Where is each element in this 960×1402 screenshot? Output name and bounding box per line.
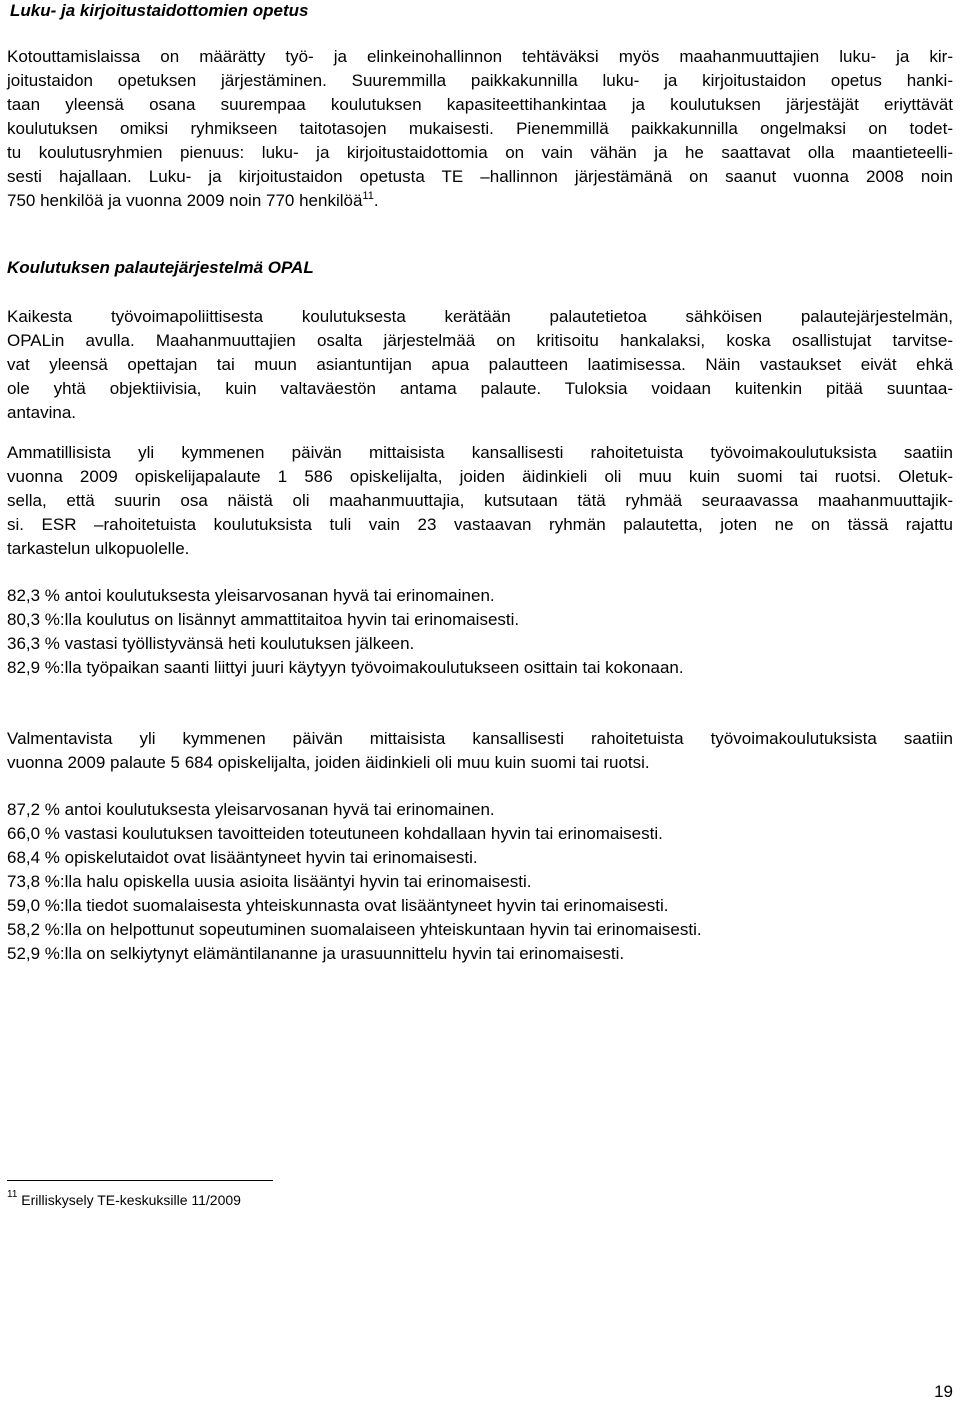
paragraph-line: Kotouttamislaissa on määrätty työ- ja elinkeinohallinnon tehtäväksi myös maahanmuuttajien luku- ja kir- xyxy=(7,47,953,66)
footnote-number: 11 xyxy=(7,1189,18,1200)
footnote-reference[interactable]: 11 xyxy=(362,190,374,202)
opal-paragraph xyxy=(7,305,953,425)
result-item: 58,2 %:lla on helpottunut sopeutuminen suomalaiseen yhteiskuntaan hyvin tai erinomaisesti. xyxy=(7,920,702,939)
result-item: 59,0 %:lla tiedot suomalaisesta yhteiskunnasta ovat lisääntyneet hyvin tai erinomaisesti. xyxy=(7,896,669,915)
footnote-divider xyxy=(7,1180,273,1181)
result-item: 66,0 % vastasi koulutuksen tavoitteiden toteutuneen kohdallaan hyvin tai erinomaisesti. xyxy=(7,824,663,843)
paragraph-line xyxy=(7,189,953,213)
result-item: 36,3 % vastasi työllistyvänsä heti koulutuksen jälkeen. xyxy=(7,634,415,653)
paragraph-line: ole yhtä objektiivisia, kuin valtaväestön antama palaute. Tuloksia voidaan kuitenkin pitää suuntaa- xyxy=(7,379,953,398)
vocational-feedback-paragraph xyxy=(7,441,953,561)
page-number: 19 xyxy=(934,1382,953,1401)
result-item: 68,4 % opiskelutaidot ovat lisääntyneet hyvin tai erinomaisesti. xyxy=(7,848,478,867)
paragraph-end: . xyxy=(373,191,379,210)
footnote-text: Erilliskysely TE-keskuksille 11/2009 xyxy=(21,1192,241,1208)
paragraph-line: taan yleensä osana suurempaa koulutuksen kapasiteettihankintaa ja koulutuksen järjestäjät eriyttävät xyxy=(7,95,953,114)
paragraph-line: vuonna 2009 palaute 5 684 opiskelijalta, joiden äidinkieli oli muu kuin suomi tai ruotsi. xyxy=(7,753,650,772)
result-item: 52,9 %:lla on selkiytynyt elämäntilananne ja urasuunnittelu hyvin tai erinomaisesti. xyxy=(7,944,625,963)
paragraph-line: sesti hajallaan. Luku- ja kirjoitustaidon opetusta TE –hallinnon järjestämänä on saanut vuonna 2008 noin xyxy=(7,167,953,186)
literacy-paragraph xyxy=(7,45,953,213)
result-item: 82,3 % antoi koulutuksesta yleisarvosanan hyvä tai erinomainen. xyxy=(7,586,495,605)
result-item: 87,2 % antoi koulutuksesta yleisarvosanan hyvä tai erinomainen. xyxy=(7,800,495,819)
paragraph-line: antavina. xyxy=(7,403,76,422)
section-heading-opal: Koulutuksen palautejärjestelmä OPAL xyxy=(7,258,314,277)
paragraph-line: Ammatillisista yli kymmenen päivän mittaisista kansallisesti rahoitetuista työvoimakoulutuksista saatiin xyxy=(7,443,953,462)
paragraph-line: tu koulutusryhmien pienuus: luku- ja kirjoitustaidottomia on vain vähän ja he saattavat olla maantieteelli- xyxy=(7,143,953,162)
paragraph-line: si. ESR –rahoitetuista koulutuksista tuli vain 23 vastaavan ryhmän palautetta, joten ne on tässä rajattu xyxy=(7,515,953,534)
paragraph-line: Valmentavista yli kymmenen päivän mittaisista kansallisesti rahoitetuista työvoimakoulutuksista saatiin xyxy=(7,729,953,748)
paragraph-line-text: 750 henkilöä ja vuonna 2009 noin 770 henkilöä xyxy=(7,191,363,210)
paragraph-line: vuonna 2009 opiskelijapalaute 1 586 opiskelijalta, joiden äidinkieli oli muu kuin suomi tai ruotsi. Oletuk- xyxy=(7,467,953,486)
paragraph-line: Kaikesta työvoimapoliittisesta koulutuksesta kerätään palautetietoa sähköisen palautejärjestelmän, xyxy=(7,307,953,326)
paragraph-line: koulutuksen omiksi ryhmikseen taitotasojen mukaisesti. Pienemmillä paikkakunnilla ongelmaksi on todet- xyxy=(7,119,953,138)
paragraph-line: joitustaidon opetuksen järjestäminen. Suuremmilla paikkakunnilla luku- ja kirjoitustaidon opetus hanki- xyxy=(7,71,953,90)
preparatory-results-list xyxy=(7,798,953,966)
paragraph-line: OPALin avulla. Maahanmuuttajien osalta järjestelmää on kritisoitu hankalaksi, koska osallistujat tarvitse- xyxy=(7,331,953,350)
preparatory-feedback-paragraph xyxy=(7,727,953,775)
result-item: 73,8 %:lla halu opiskella uusia asioita lisääntyi hyvin tai erinomaisesti. xyxy=(7,872,532,891)
paragraph-line: sella, että suurin osa näistä oli maahanmuuttajia, kutsutaan tätä ryhmää seuraavassa maahanmuuttajik- xyxy=(7,491,953,510)
section-heading-literacy: Luku- ja kirjoitustaidottomien opetus xyxy=(10,1,309,20)
result-item: 80,3 %:lla koulutus on lisännyt ammattitaitoa hyvin tai erinomaisesti. xyxy=(7,610,520,629)
result-item: 82,9 %:lla työpaikan saanti liittyi juuri käytyyn työvoimakoulutukseen osittain tai kokonaan. xyxy=(7,658,684,677)
footnote xyxy=(7,1190,241,1210)
paragraph-line: tarkastelun ulkopuolelle. xyxy=(7,539,190,558)
paragraph-line: vat yleensä opettajan tai muun asiantuntijan apua palautteen laatimisessa. Näin vastaukset eivät ehkä xyxy=(7,355,953,374)
vocational-results-list xyxy=(7,584,953,680)
